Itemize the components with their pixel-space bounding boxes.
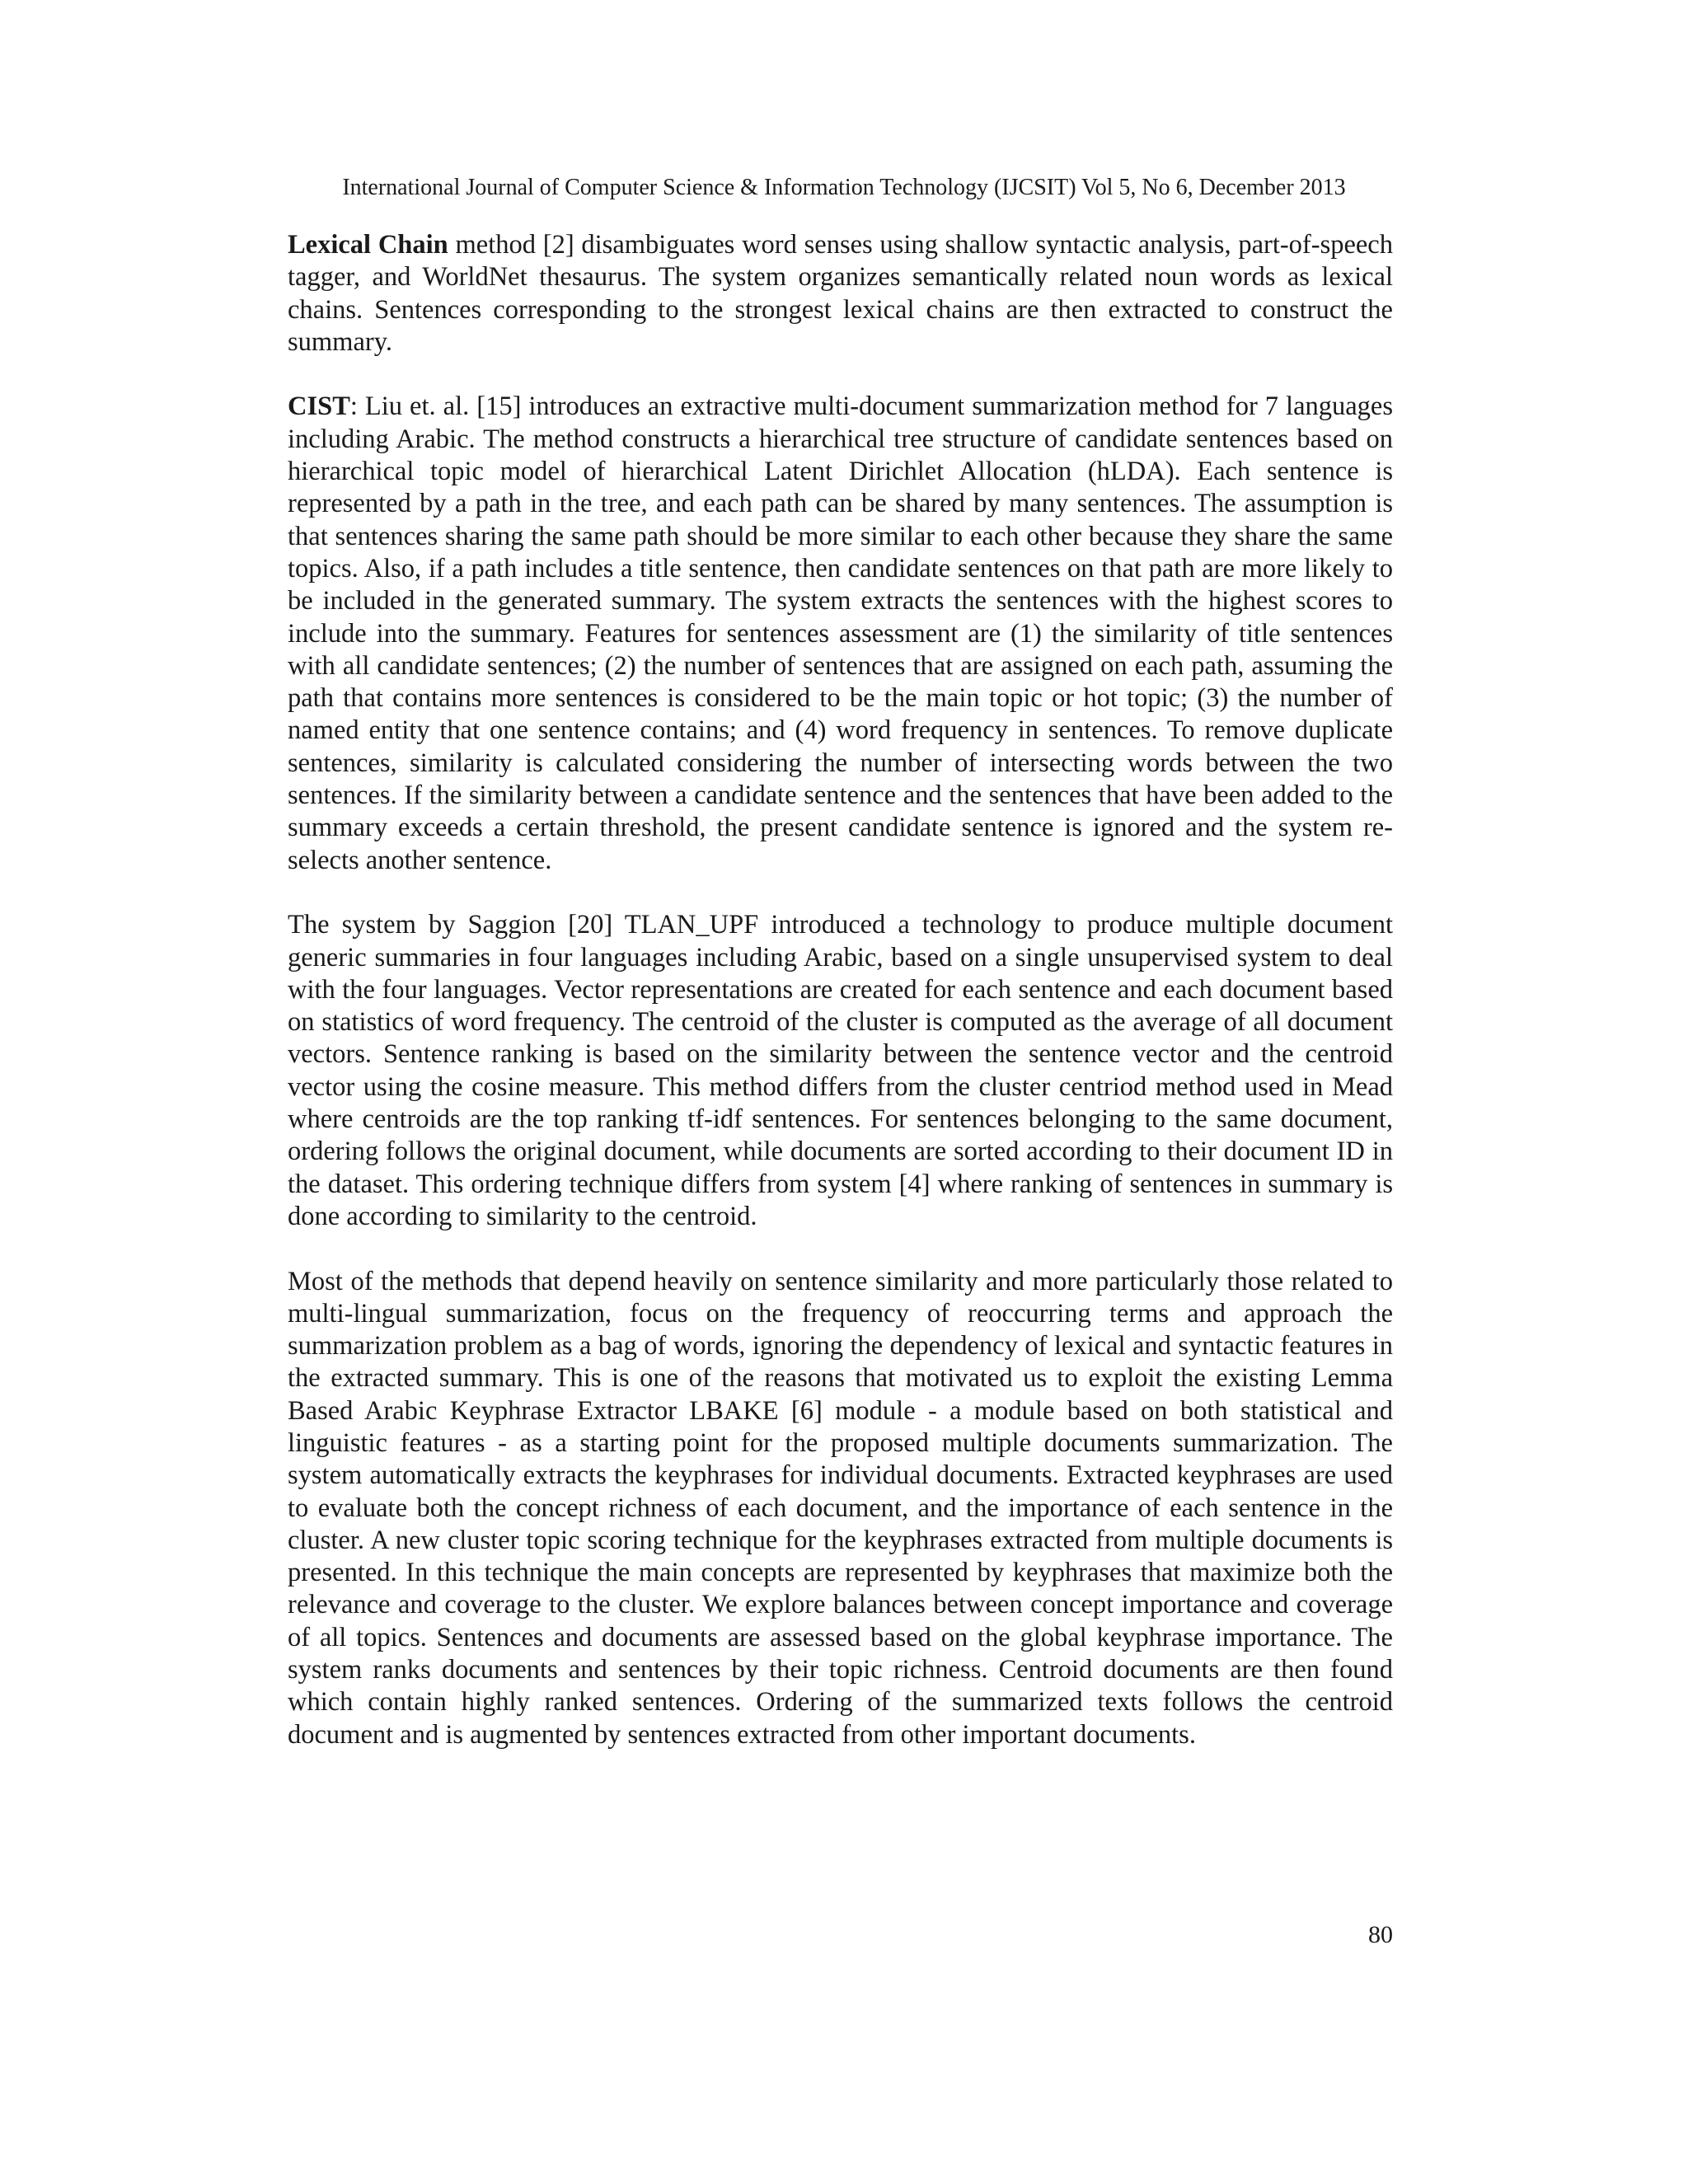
running-header: International Journal of Computer Science & Information Technology (IJCSIT) Vol 5, No 6, December 2013	[342, 175, 1346, 200]
paragraph-lexical-chain	[288, 229, 1393, 359]
paragraph-cist	[288, 391, 1393, 876]
paragraph-text: The system by Saggion [20] TLAN_UPF introduced a technology to produce multiple document generic summaries in four languages including Arabic, based on a single unsupervised system to deal with the four languages. Vector representations are created for each sentence and each document based on statistics of word frequency. The centroid of the cluster is computed as the average of all document vectors. Sentence ranking is based on the similarity between the sentence vector and the centroid vector using the cosine measure. This method differs from the cluster centriod method used in Mead where centroids are the top ranking tf-idf sentences. For sentences belonging to the same document, ordering follows the original document, while documents are sorted according to their document ID in the dataset. This ordering technique differs from system [4] where ranking of sentences in summary is done according to similarity to the centroid.	[288, 910, 1393, 1231]
body-text	[288, 229, 1393, 1783]
paragraph-methods	[288, 1266, 1393, 1751]
term-lexical-chain: Lexical Chain	[288, 230, 448, 260]
paragraph-text: Most of the methods that depend heavily on sentence similarity and more particularly those related to multi-lingual summarization, focus on the frequency of reoccurring terms and approach the summarization problem as a bag of words, ignoring the dependency of lexical and syntactic features in the extracted summary. This is one of the reasons that motivated us to exploit the existing Lemma Based Arabic Keyphrase Extractor LBAKE [6] module - a module based on both statistical and linguistic features - as a starting point for the proposed multiple documents summarization. The system automatically extracts the keyphrases for individual documents. Extracted keyphrases are used to evaluate both the concept richness of each document, and the importance of each sentence in the cluster. A new cluster topic scoring technique for the keyphrases extracted from multiple documents is presented. In this technique the main concepts are represented by keyphrases that maximize both the relevance and coverage to the cluster. We explore balances between concept importance and coverage of all topics. Sentences and documents are assessed based on the global keyphrase importance. The system ranks documents and sentences by their topic richness. Centroid documents are then found which contain highly ranked sentences. Ordering of the summarized texts follows the centroid document and is augmented by sentences extracted from other important documents.	[288, 1266, 1393, 1750]
paragraph-text: method [2] disambiguates word senses using shallow syntactic analysis, part-of-speech tagger, and WorldNet thesaurus. The system organizes semantically related noun words as lexical chains. Sentences corresponding to the strongest lexical chains are then extracted to construct the summary.	[288, 230, 1393, 357]
term-cist: CIST	[288, 391, 350, 422]
paragraph-saggion	[288, 909, 1393, 1233]
paragraph-text: : Liu et. al. [15] introduces an extractive multi-document summarization method for 7 languages including Arabic. The method constructs a hierarchical tree structure of candidate sentences based on hierarchical topic model of hierarchical Latent Dirichlet Allocation (hLDA). Each sentence is represented by a path in the tree, and each path can be shared by many sentences. The assumption is that sentences sharing the same path should be more similar to each other because they share the same topics. Also, if a path includes a title sentence, then candidate sentences on that path are more likely to be included in the generated summary. The system extracts the sentences with the highest scores to include into the summary. Features for sentences assessment are (1) the similarity of title sentences with all candidate sentences; (2) the number of sentences that are assigned on each path, assuming the path that contains more sentences is considered to be the main topic or hot topic; (3) the number of named entity that one sentence contains; and (4) word frequency in sentences. To remove duplicate sentences, similarity is calculated considering the number of intersecting words between the two sentences. If the similarity between a candidate sentence and the sentences that have been added to the summary exceeds a certain threshold, the present candidate sentence is ignored and the system re-selects another sentence.	[288, 391, 1393, 875]
page-number: 80	[1368, 1921, 1393, 1948]
